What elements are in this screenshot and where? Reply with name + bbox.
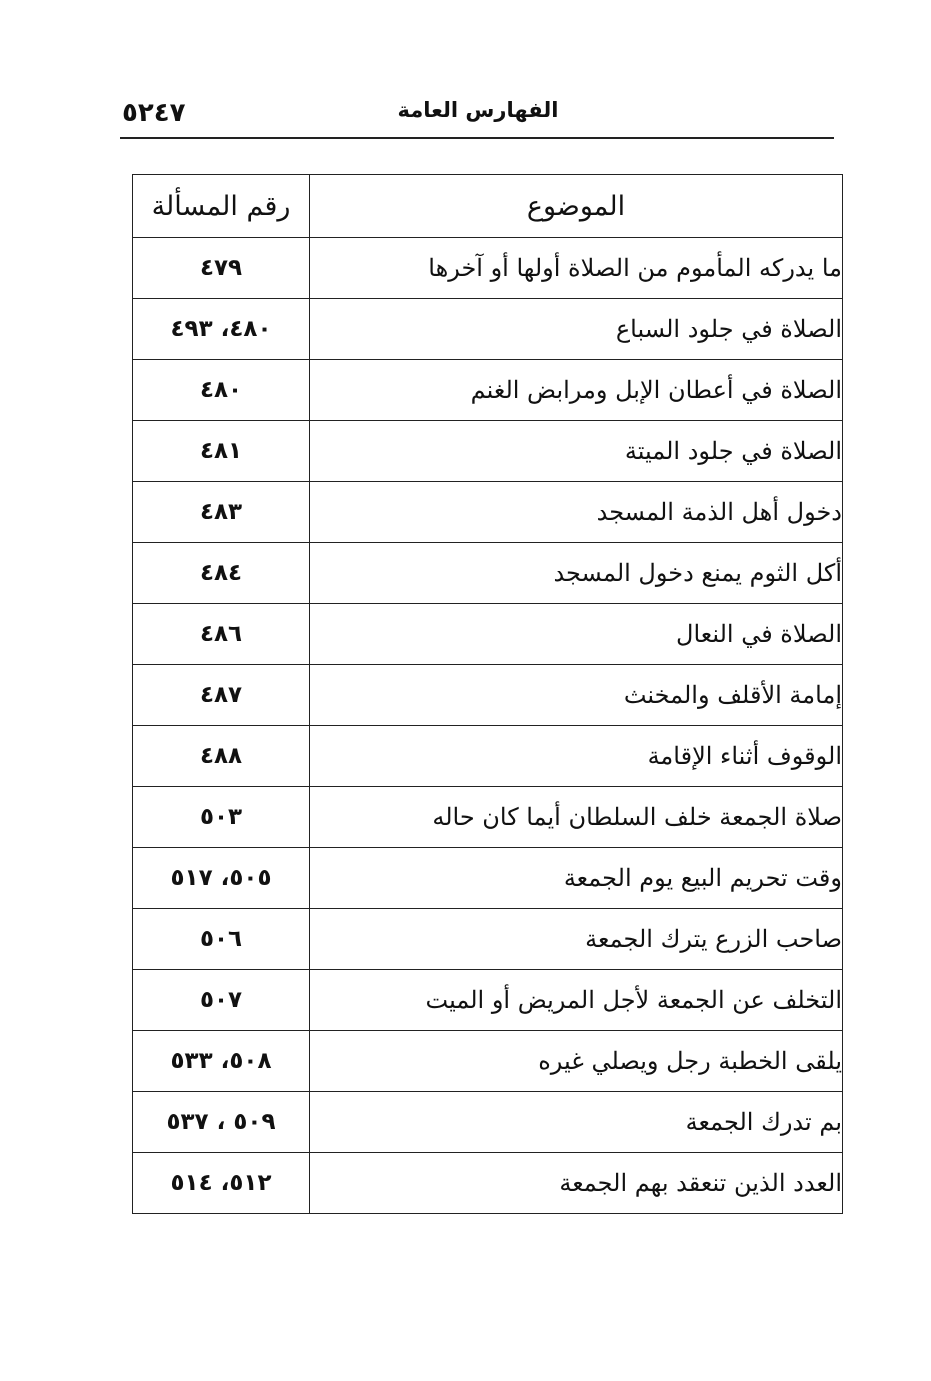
topic-cell: العدد الذين تنعقد بهم الجمعة [310,1153,843,1214]
topic-cell: الوقوف أثناء الإقامة [310,726,843,787]
table-row [133,1092,843,1153]
table-row [133,1153,843,1214]
topic-column-header: الموضوع [310,175,843,238]
topic-cell: الصلاة في النعال [310,604,843,665]
issue-number-cell: ٤٨٠ [133,360,310,421]
issue-number-cell: ٥٠٧ [133,970,310,1031]
topic-cell: التخلف عن الجمعة لأجل المريض أو الميت [310,970,843,1031]
issue-number-cell: ٤٨٧ [133,665,310,726]
page-number: ٥٢٤٧ [122,98,186,128]
topic-cell: الصلاة في جلود الميتة [310,421,843,482]
table-row [133,604,843,665]
issue-number-cell: ٥٠٣ [133,787,310,848]
topic-cell: يلقى الخطبة رجل ويصلي غيره [310,1031,843,1092]
issue-number-cell: ٤٨٤ [133,543,310,604]
table-header-row [133,175,843,238]
table-row [133,787,843,848]
running-title: الفهارس العامة [397,98,559,122]
table-row [133,360,843,421]
topic-cell: الصلاة في جلود السباع [310,299,843,360]
table-body [133,238,843,1214]
issue-number-cell: ٥٠٦ [133,909,310,970]
table-row [133,238,843,299]
table-row [133,299,843,360]
header-divider [120,137,834,139]
topic-cell: وقت تحريم البيع يوم الجمعة [310,848,843,909]
topic-cell: صاحب الزرع يترك الجمعة [310,909,843,970]
table-row [133,482,843,543]
number-column-header: رقم المسألة [133,175,310,238]
table-row [133,1031,843,1092]
issue-number-cell: ٤٨٨ [133,726,310,787]
table-row [133,970,843,1031]
topic-cell: صلاة الجمعة خلف السلطان أيما كان حاله [310,787,843,848]
issue-number-cell: ٥١٢، ٥١٤ [133,1153,310,1214]
table-row [133,726,843,787]
issue-number-cell: ٥٠٥، ٥١٧ [133,848,310,909]
topic-index-table [132,174,843,1214]
topic-cell: أكل الثوم يمنع دخول المسجد [310,543,843,604]
table-row [133,421,843,482]
issue-number-cell: ٥٠٨، ٥٣٣ [133,1031,310,1092]
issue-number-cell: ٤٨٠، ٤٩٣ [133,299,310,360]
issue-number-cell: ٤٧٩ [133,238,310,299]
topic-cell: ما يدركه المأموم من الصلاة أولها أو آخرها [310,238,843,299]
topic-cell: الصلاة في أعطان الإبل ومرابض الغنم [310,360,843,421]
issue-number-cell: ٤٨١ [133,421,310,482]
topic-cell: إمامة الأقلف والمخنث [310,665,843,726]
issue-number-cell: ٤٨٣ [133,482,310,543]
issue-number-cell: ٤٨٦ [133,604,310,665]
table-row [133,848,843,909]
issue-number-cell: ٥٠٩ ، ٥٣٧ [133,1092,310,1153]
table-row [133,665,843,726]
page-header [118,92,834,132]
topic-cell: دخول أهل الذمة المسجد [310,482,843,543]
table-row [133,543,843,604]
topic-cell: بم تدرك الجمعة [310,1092,843,1153]
table-row [133,909,843,970]
